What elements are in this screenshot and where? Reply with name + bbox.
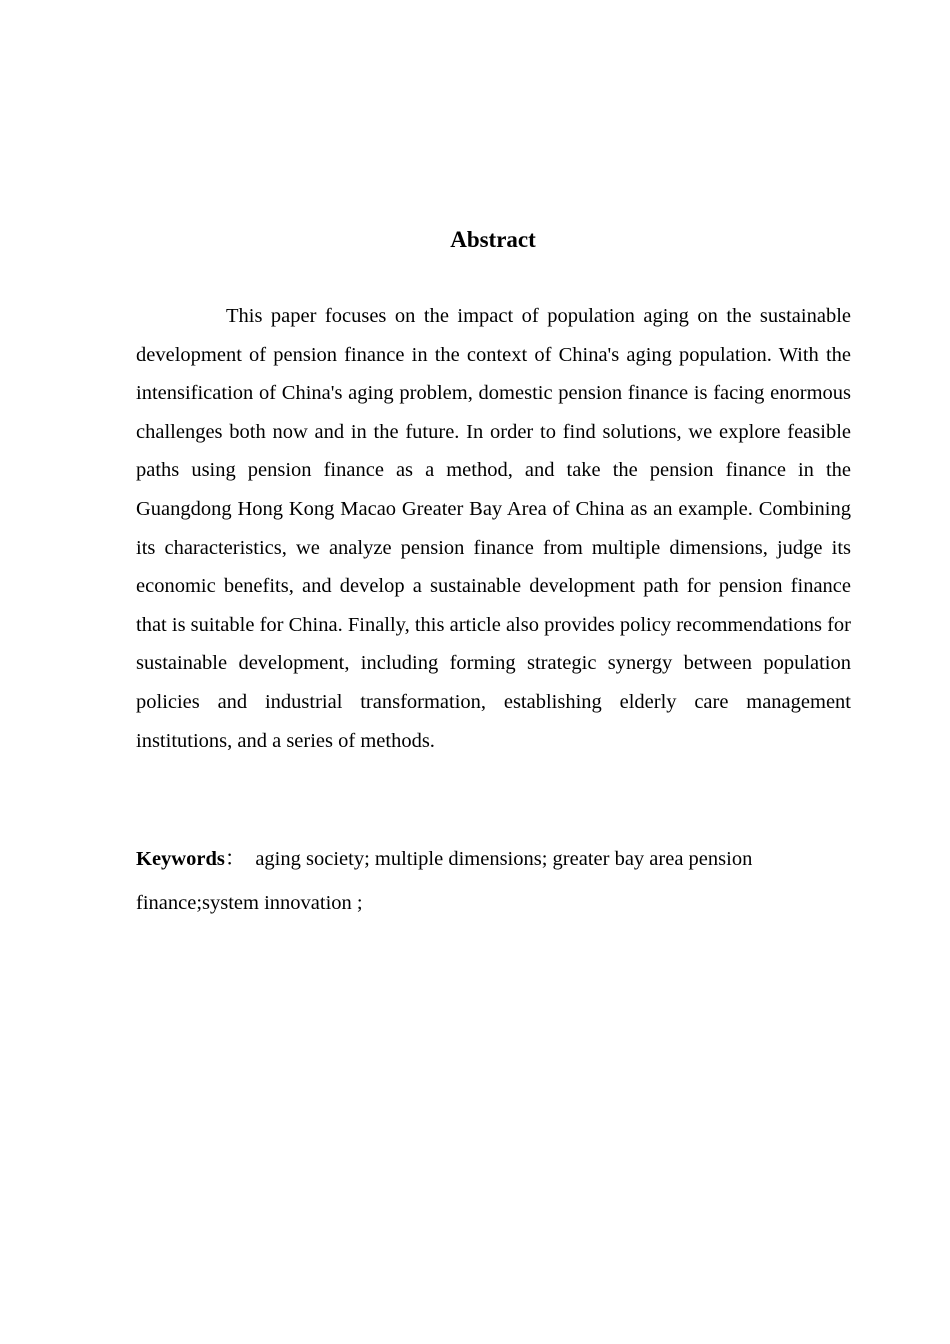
keywords-separator: ： bbox=[224, 848, 246, 870]
abstract-paragraph: This paper focuses on the impact of population aging on the sustainable development of pension finance in the context of China's aging population. With the intensification of China's aging problem, domestic pension finance is facing enormous challenges both now and in the future. In order to find solutions, we explore feasible paths using pension finance as a method, and take the pension finance in the Guangdong Hong Kong Macao Greater Bay Area of China as an example. Combining its characteristics, we analyze pension finance from multiple dimensions, judge its economic benefits, and develop a sustainable development path for pension finance that is suitable for China. Finally, this article also provides policy recommendations for sustainable development, including forming strategic synergy between population policies and industrial transformation, establishing elderly care management institutions, and a series of methods. bbox=[136, 305, 851, 752]
keywords-line bbox=[136, 838, 851, 925]
keywords-label: Keywords bbox=[136, 848, 225, 870]
keywords-text: aging society; multiple dimensions; greater bay area pension finance;system innovation ; bbox=[136, 848, 753, 914]
abstract-title: Abstract bbox=[450, 227, 536, 252]
